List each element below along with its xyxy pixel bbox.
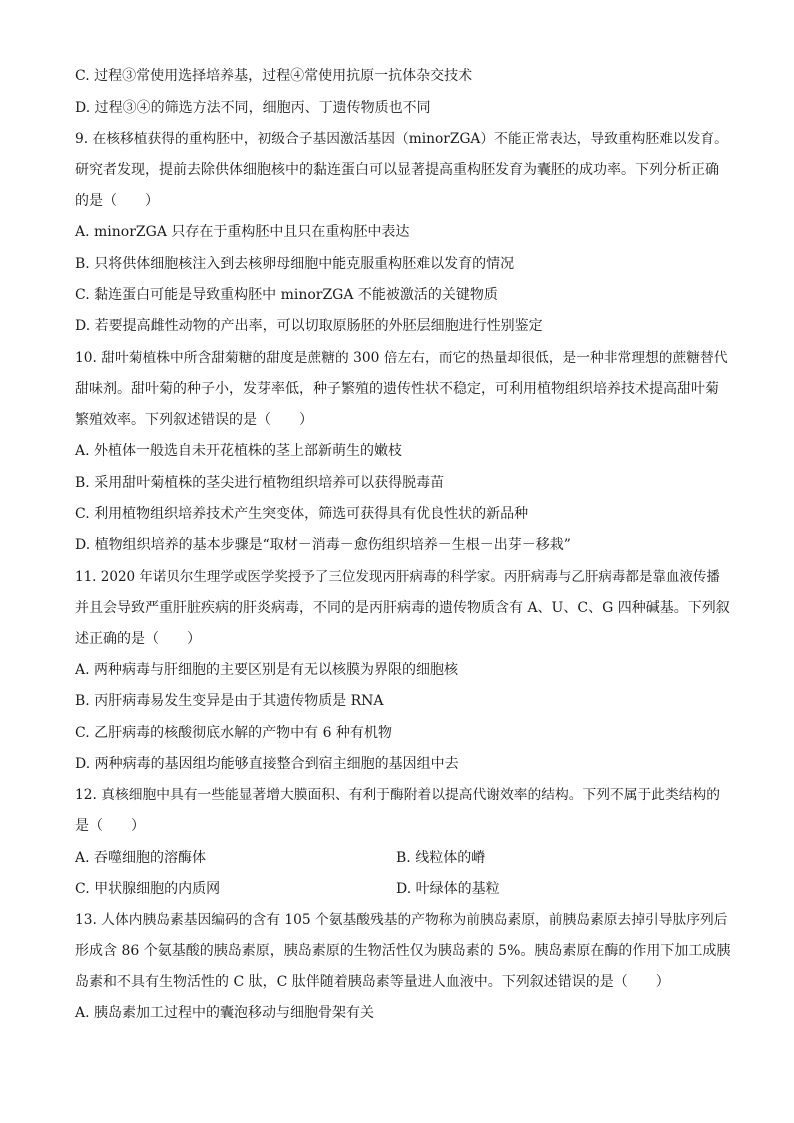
q8-option-c: C. 过程③常使用选择培养基，过程④常使用抗原一抗体杂交技术 <box>75 68 473 84</box>
q10-stem-line3: 繁殖效率。下列叙述错误的是（ ） <box>75 412 313 428</box>
q9-option-d: D. 若要提高雌性动物的产出率，可以切取原肠胚的外胚层细胞进行性别鉴定 <box>75 318 543 334</box>
q9-stem-line2: 研究者发现，提前去除供体细胞核中的黏连蛋白可以显著提高重构胚发育为囊胚的成功率。下列分析正确 <box>75 162 719 178</box>
q12-option-d: D. 叶绿体的基粒 <box>396 881 500 897</box>
q11-stem-line3: 述正确的是（ ） <box>75 631 201 647</box>
q10-option-d: D. 植物组织培养的基本步骤是“取材－消毒－愈伤组织培养－生根－出芽－移栽” <box>75 537 571 553</box>
q9-stem-line3: 的是（ ） <box>75 193 159 209</box>
q10-option-a: A. 外植体一般选自未开花植株的茎上部新萌生的嫩枝 <box>75 443 403 459</box>
q13-stem-line3: 岛素和不具有生物活性的 C 肽，C 肽伴随着胰岛素等量进人血液中。下列叙述错误的是（ ） <box>75 974 670 990</box>
q12-option-b: B. 线粒体的嵴 <box>396 850 486 866</box>
q12-stem-line1: 12. 真核细胞中具有一些能显著增大膜面积、有利于酶附着以提高代谢效率的结构。下列不属于此类结构的 <box>75 787 720 803</box>
q13-option-a: A. 胰岛素加工过程中的囊泡移动与细胞骨架有关 <box>75 1005 375 1021</box>
q11-option-d: D. 两种病毒的基因组均能够直接整合到宿主细胞的基因组中去 <box>75 756 459 772</box>
q10-option-b: B. 采用甜叶菊植株的茎尖进行植物组织培养可以获得脱毒苗 <box>75 475 445 491</box>
q9-option-b: B. 只将供体细胞核注入到去核卵母细胞中能克服重构胚难以发育的情况 <box>75 256 515 272</box>
q9-stem-line1: 9. 在核移植获得的重构胚中，初级合子基因激活基因（minorZGA）不能正常表达，导致重构胚难以发育。 <box>75 131 728 147</box>
q13-stem-line1: 13. 人体内胰岛素基因编码的含有 105 个氨基酸残基的产物称为前胰岛素原，前胰岛素原去掉引导肽序列后 <box>75 912 728 928</box>
q11-stem-line1: 11. 2020 年诺贝尔生理学或医学奖授予了三位发现丙肝病毒的科学家。丙肝病毒与乙肝病毒都是靠血液传播 <box>75 569 720 585</box>
q12-option-a: A. 吞噬细胞的溶酶体 <box>75 850 207 866</box>
q10-stem-line1: 10. 甜叶菊植株中所含甜菊糖的甜度是蔗糖的 300 倍左右，而它的热量却很低，是一种非常理想的蔗糖替代 <box>75 350 728 366</box>
q10-stem-line2: 甜味剂。甜叶菊的种子小，发芽率低，种子繁殖的遗传性状不稳定，可利用植物组织培养技术提高甜叶菊 <box>75 381 719 397</box>
q9-option-a: A. minorZGA 只存在于重构胚中且只在重构胚中表达 <box>75 224 410 240</box>
q9-option-c: C. 黏连蛋白可能是导致重构胚中 minorZGA 不能被激活的关键物质 <box>75 287 498 303</box>
q12-option-c: C. 甲状腺细胞的内质网 <box>75 881 221 897</box>
q11-option-b: B. 丙肝病毒易发生变异是由于其遗传物质是 RNA <box>75 693 384 709</box>
q10-option-c: C. 利用植物组织培养技术产生突变体，筛选可获得具有优良性状的新品种 <box>75 506 529 522</box>
q11-option-a: A. 两种病毒与肝细胞的主要区别是有无以核膜为界限的细胞核 <box>75 662 459 678</box>
q11-option-c: C. 乙肝病毒的核酸彻底水解的产物中有 6 种有机物 <box>75 725 392 741</box>
q8-option-d: D. 过程③④的筛选方法不同，细胞丙、丁遗传物质也不同 <box>75 100 431 116</box>
q12-stem-line2: 是（ ） <box>75 818 145 834</box>
q11-stem-line2: 并且会导致严重肝脏疾病的肝炎病毒，不同的是丙肝病毒的遗传物质含有 A、U、C、G 四种碱基。下列叙 <box>75 600 730 616</box>
q13-stem-line2: 形成含 86 个氨基酸的胰岛素原，胰岛素原的生物活性仅为胰岛素的 5%。胰岛素原在酶的作用下加工成胰 <box>75 943 731 959</box>
